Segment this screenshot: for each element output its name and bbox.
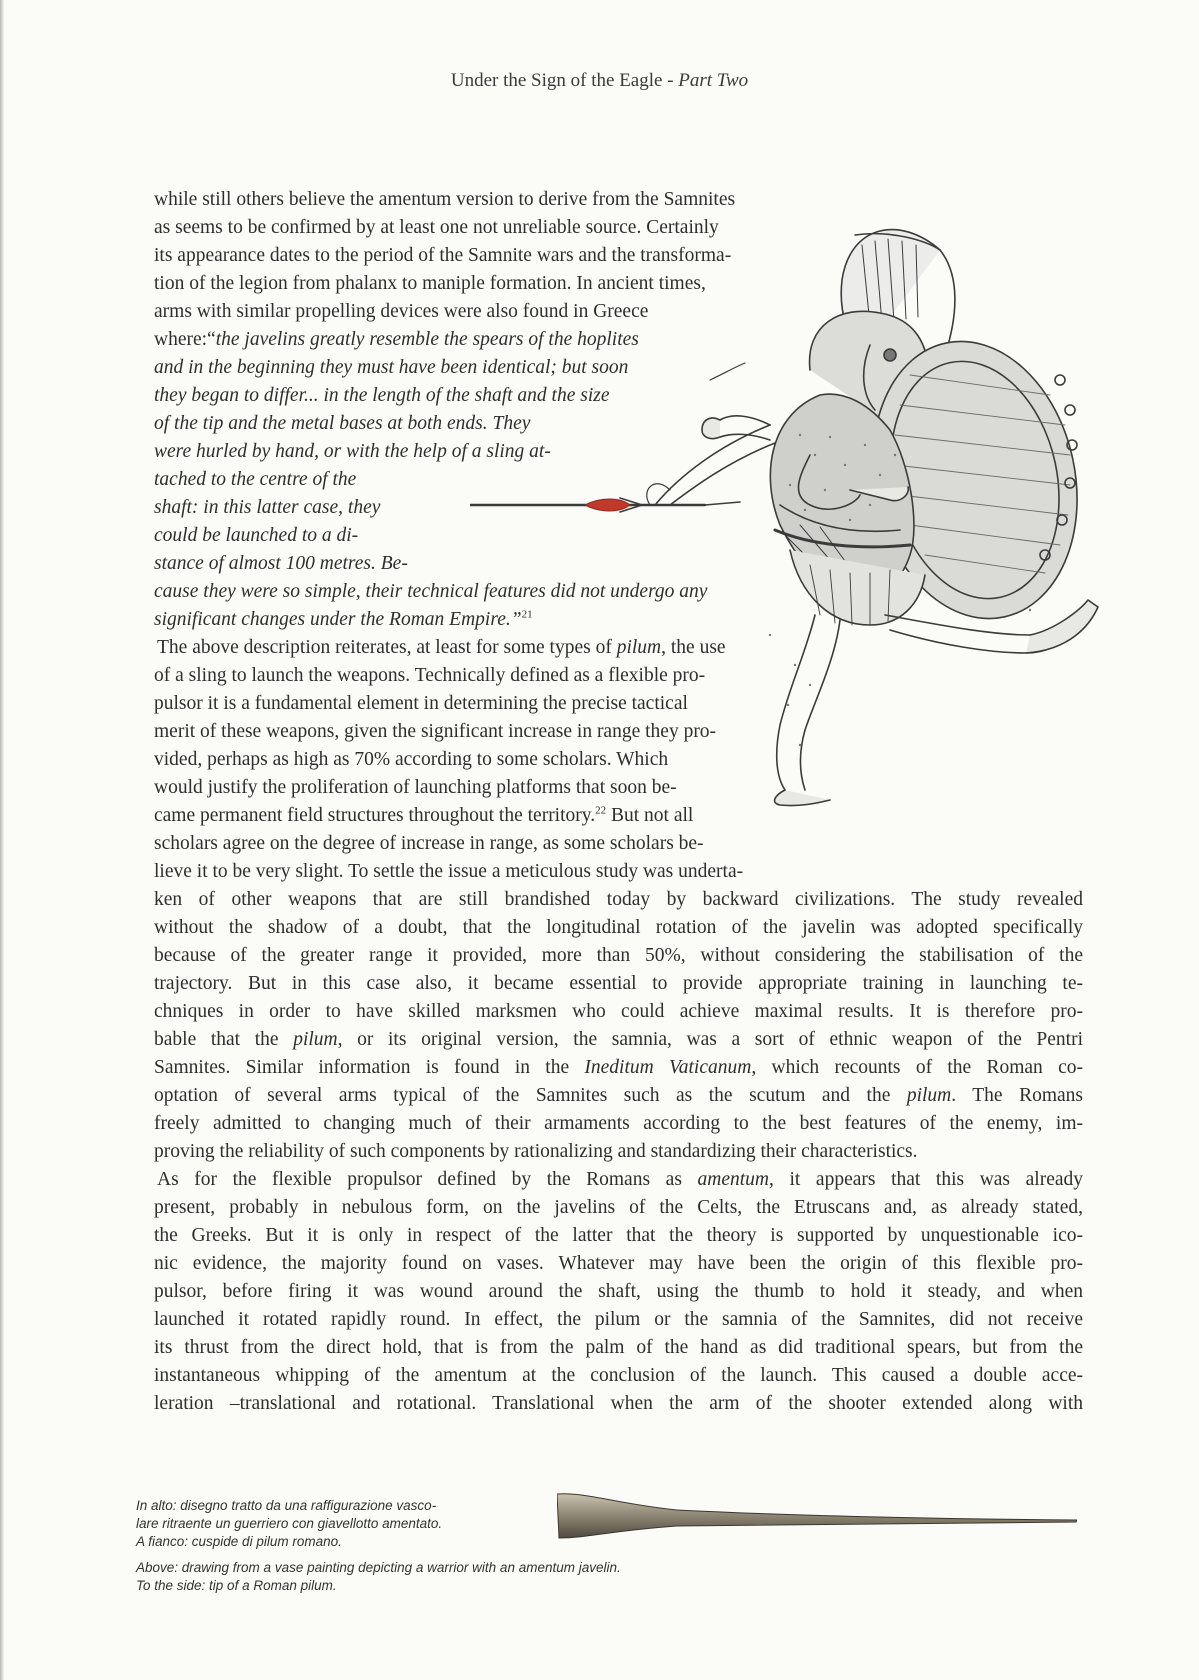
caption-line: lare ritraente un guerriero con giavellotto amentato. <box>136 1516 443 1531</box>
part-label: Part Two <box>678 70 749 91</box>
text-line: would justify the proliferation of launching platforms that soon be- <box>154 777 677 798</box>
caption-line: In alto: disegno tratto da una raffigurazione vasco- <box>136 1498 437 1513</box>
text-line: of the tip and the metal bases at both ends. They <box>154 413 531 434</box>
text-line: present, probably in nebulous form, on the javelins of the Celts, the Etruscans and, as already stated, <box>154 1197 1083 1218</box>
text-line: nic evidence, the majority found on vases. Whatever may have been the origin of this flexible pro- <box>154 1253 1083 1274</box>
warrior-vase-drawing <box>470 205 1160 905</box>
caption-line: Above: drawing from a vase painting depicting a warrior with an amentum javelin. <box>136 1560 621 1575</box>
footnote-ref: 22 <box>595 804 607 817</box>
text-line: lieve it to be very slight. To settle the issue a meticulous study was underta- <box>154 861 744 882</box>
text-line: as seems to be confirmed by at least one not unreliable source. Certainly <box>154 217 719 238</box>
text-line: without the shadow of a doubt, that the longitudinal rotation of the javelin was adopted specifically <box>154 917 1083 938</box>
text-line: could be launched to a di- <box>154 525 359 546</box>
text-line: the Greeks. But it is only in respect of the latter that the theory is supported by unquestionable ico- <box>154 1225 1083 1246</box>
text-line: arms with similar propelling devices were also found in Greece <box>154 301 649 322</box>
text-line: Samnites. Similar information is found in the Ineditum Vaticanum, which recounts of the Roman co- <box>154 1057 1083 1078</box>
text-line: its thrust from the direct hold, that is from the palm of the hand as did traditional spears, but from the <box>154 1337 1083 1358</box>
text-line: As for the flexible propulsor defined by the Romans as amentum, it appears that this was already <box>157 1169 1083 1190</box>
text-line: chniques in order to have skilled marksmen who could achieve maximal results. It is therefore pro- <box>154 1001 1083 1022</box>
text-line: significant changes under the Roman Empire.”$^{21}$ <box>154 608 533 630</box>
text-line: its appearance dates to the period of the Samnite wars and the transforma- <box>154 245 732 266</box>
text-line: freely admitted to changing much of their armaments according to the best features of the enemy, im- <box>154 1113 1083 1134</box>
text-line: came permanent field structures throughout the territory.$^{22}$ But not all <box>154 804 694 826</box>
text-line: cause they were so simple, their technical features did not undergo any <box>154 581 708 602</box>
text-line: where:“the javelins greatly resemble the spears of the hoplites <box>154 329 639 350</box>
text-line: launched it rotated rapidly round. In effect, the pilum or the samnia of the Samnites, did not receive <box>154 1309 1083 1330</box>
text-line: The above description reiterates, at least for some types of pilum, the use <box>157 637 726 658</box>
text-line: trajectory. But in this case also, it became essential to provide appropriate training in launching te- <box>154 973 1083 994</box>
running-head <box>0 70 1199 92</box>
text-line: because of the greater range it provided, more than 50%, without considering the stabilisation of the <box>154 945 1083 966</box>
text-line: were hurled by hand, or with the help of a sling at- <box>154 441 551 462</box>
book-spine-edge <box>0 0 4 1680</box>
book-title: Under the Sign of the Eagle <box>450 70 663 91</box>
text-line: while still others believe the amentum version to derive from the Samnites <box>154 189 736 210</box>
text-line: instantaneous whipping of the amentum at the conclusion of the launch. This caused a double acce- <box>154 1365 1083 1386</box>
text-line: optation of several arms typical of the Samnites such as the scutum and the pilum. The Romans <box>154 1085 1083 1106</box>
text-line: vided, perhaps as high as 70% according to some scholars. Which <box>154 749 669 770</box>
text-line: merit of these weapons, given the significant increase in range they pro- <box>154 721 717 742</box>
text-line: of a sling to launch the weapons. Technically defined as a flexible pro- <box>154 665 706 686</box>
text-line: pulsor it is a fundamental element in determining the precise tactical <box>154 693 688 714</box>
text-line: tached to the centre of the <box>154 469 357 490</box>
text-line: scholars agree on the degree of increase in range, as some scholars be- <box>154 833 704 854</box>
text-line: leration –translational and rotational. Translational when the arm of the shooter extended along with <box>154 1393 1083 1414</box>
text-line: stance of almost 100 metres. Be- <box>154 553 408 574</box>
text-line: ken of other weapons that are still brandished today by backward civilizations. The study revealed <box>154 889 1083 910</box>
text-line: tion of the legion from phalanx to maniple formation. In ancient times, <box>154 273 706 294</box>
text-line: shaft: in this latter case, they <box>154 497 381 518</box>
text-line: pulsor, before firing it was wound around the shaft, using the thumb to hold it steady, and when <box>154 1281 1083 1302</box>
text-line: they began to differ... in the length of the shaft and the size <box>154 385 610 406</box>
caption-line: To the side: tip of a Roman pilum. <box>136 1578 337 1593</box>
header-separator: - <box>667 70 674 91</box>
caption-line: A fianco: cuspide di pilum romano. <box>136 1534 342 1549</box>
footnote-ref: 21 <box>521 608 533 621</box>
text-line: proving the reliability of such components by rationalizing and standardizing their characteristics. <box>154 1141 918 1162</box>
pilum-tip-image <box>557 1490 1077 1540</box>
text-line: and in the beginning they must have been identical; but soon <box>154 357 629 378</box>
text-line: bable that the pilum, or its original version, the samnia, was a sort of ethnic weapon of the Pentri <box>154 1029 1083 1050</box>
